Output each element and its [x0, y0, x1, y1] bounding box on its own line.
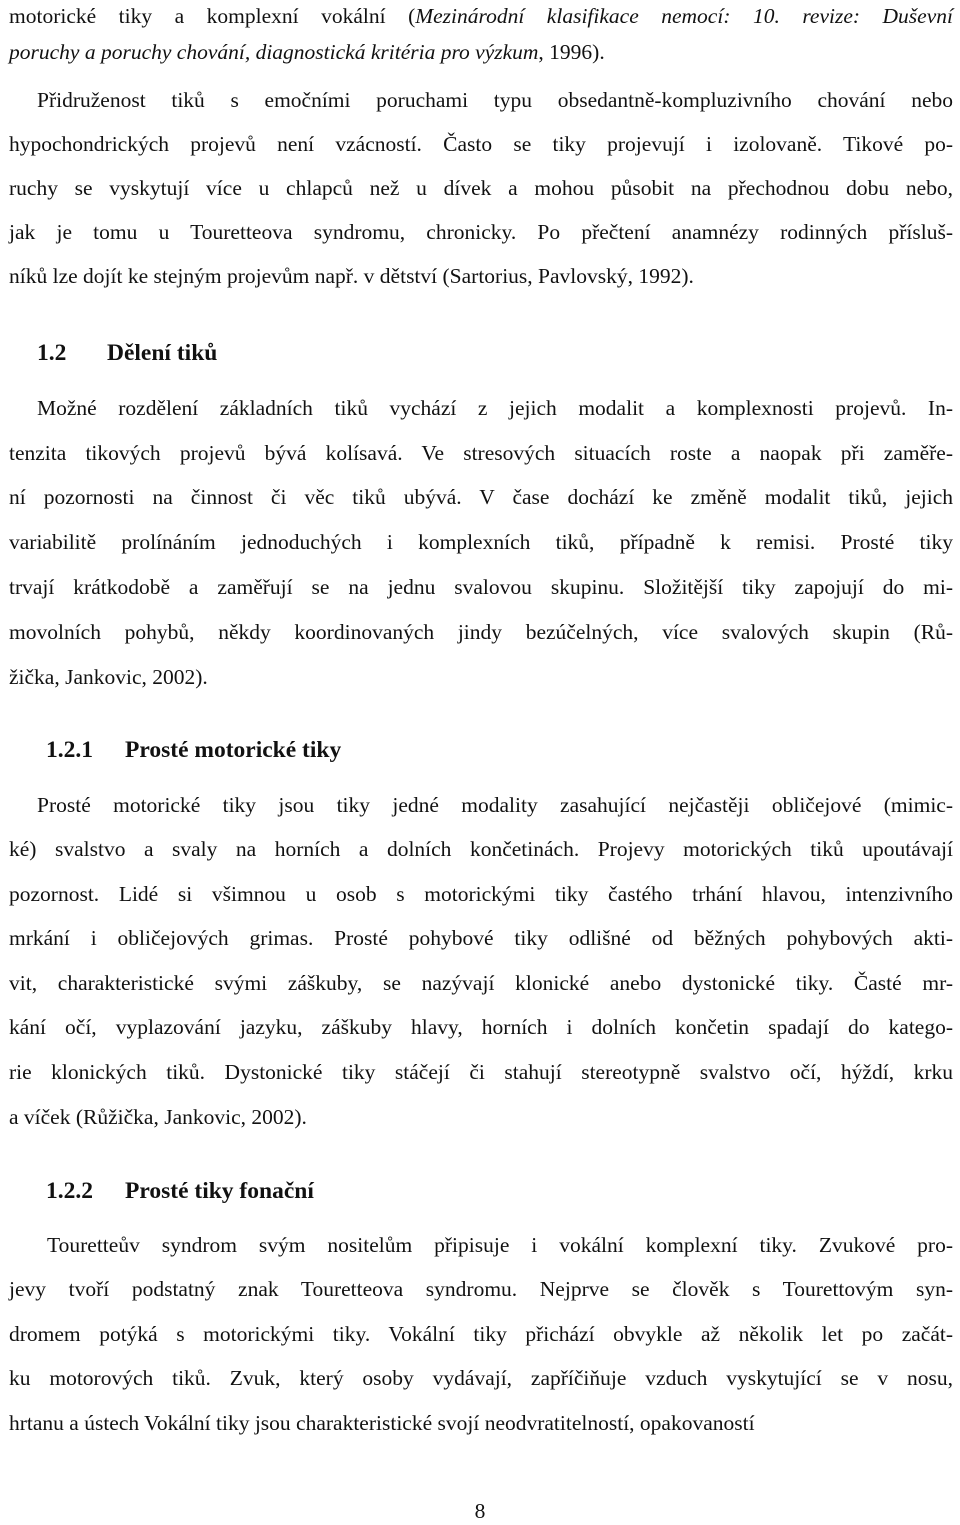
text-line: vit, charakteristické svými záškuby, se nazývají klonické anebo dystonické tiky. Časté mr- — [9, 971, 953, 995]
text-line: pozornost. Lidé si všimnou u osob s motorickými tiky častého trhání hlavou, intenzivního — [9, 882, 953, 906]
text-line: žička, Jankovic, 2002). — [9, 665, 208, 689]
text-line: Prosté motorické tiky jsou tiky jedné modality zasahující nejčastěji obličejové (mimic- — [37, 793, 953, 817]
text-line: Možné rozdělení základních tiků vychází z jejich modalit a komplexnosti projevů. In- — [37, 396, 953, 420]
text-line: jak je tomu u Touretteova syndromu, chronicky. Po přečtení anamnézy rodinných přísluš- — [9, 220, 953, 244]
text-line: níků lze dojít ke stejným projevům např. v dětství (Sartorius, Pavlovský, 1992). — [9, 264, 694, 288]
text-line: ku motorových tiků. Zvuk, který osoby vydávají, zapříčiňuje vzduch vyskytující se v nosu, — [9, 1366, 953, 1390]
text-line: movolních pohybů, někdy koordinovaných jindy bezúčelných, více svalových skupin (Rů- — [9, 620, 953, 644]
section-heading-1-2-1 — [46, 735, 341, 765]
text-line: ruchy se vyskytují více u chlapců než u dívek a mohou působit na přechodnou dobu nebo, — [9, 176, 953, 200]
text-line: jevy tvoří podstatný znak Touretteova syndromu. Nejprve se člověk s Tourettovým syn- — [9, 1277, 953, 1301]
section-heading-1-2-2 — [46, 1176, 314, 1206]
text-line: hypochondrických projevů není vzácností. Často se tiky projevují i izolovaně. Tikové po- — [9, 132, 953, 156]
text-line: Přidruženost tiků s emočními poruchami typu obsedantně-kompluzivního chování nebo — [37, 88, 953, 112]
section-number: 1.2.1 — [46, 737, 93, 763]
text-line: hrtanu a ústech Vokální tiky jsou charakteristické svojí neodvratitelností, opakovaností — [9, 1411, 755, 1435]
text-span: , 1996). — [538, 40, 605, 64]
italic-citation: Mezinárodní klasifikace nemocí: 10. revize: Duševní — [415, 4, 953, 28]
text-line: rie klonických tiků. Dystonické tiky stáčejí či stahují stereotypně svalstvo očí, hýždí, krku — [9, 1060, 953, 1084]
text-line: variabilitě prolínáním jednoduchých i komplexních tiků, případně k remisi. Prosté tiky — [9, 530, 953, 554]
text-line: ké) svalstvo a svaly na horních a dolních končetinách. Projevy motorických tiků upoutávají — [9, 837, 953, 861]
text-line: trvají krátkodobě a zaměřují se na jednu svalovou skupinu. Složitější tiky zapojují do mi- — [9, 575, 953, 599]
text-line: a víček (Růžička, Jankovic, 2002). — [9, 1105, 307, 1129]
section-title: Prosté motorické tiky — [125, 737, 342, 763]
text-line: kání očí, vyplazování jazyku, záškuby hlavy, horních i dolních končetin spadají do katego- — [9, 1015, 953, 1039]
text-span: motorické tiky a komplexní vokální ( — [9, 4, 416, 28]
text-line: Touretteův syndrom svým nositelům připisuje i vokální komplexní tiky. Zvukové pro- — [47, 1233, 953, 1257]
italic-citation: poruchy a poruchy chování, diagnostická kritéria pro výzkum — [9, 40, 539, 64]
text-line — [9, 38, 953, 66]
section-title: Dělení tiků — [107, 340, 218, 366]
page-number: 8 — [474, 1499, 486, 1523]
section-heading-1-2 — [37, 338, 217, 368]
text-line — [9, 2, 953, 30]
text-line: ní pozornosti na činnost či věc tiků ubývá. V čase dochází ke změně modalit tiků, jejich — [9, 485, 953, 509]
text-line: tenzita tikových projevů bývá kolísavá. Ve stresových situacích roste a naopak při zaměře- — [9, 441, 953, 465]
section-number: 1.2 — [37, 340, 67, 366]
section-number: 1.2.2 — [46, 1178, 93, 1204]
text-line: dromem potýká s motorickými tiky. Vokální tiky přichází obvykle až několik let po začát- — [9, 1322, 953, 1346]
text-line: mrkání i obličejových grimas. Prosté pohybové tiky odlišné od běžných pohybových akti- — [9, 926, 953, 950]
section-title: Prosté tiky fonační — [125, 1178, 314, 1204]
